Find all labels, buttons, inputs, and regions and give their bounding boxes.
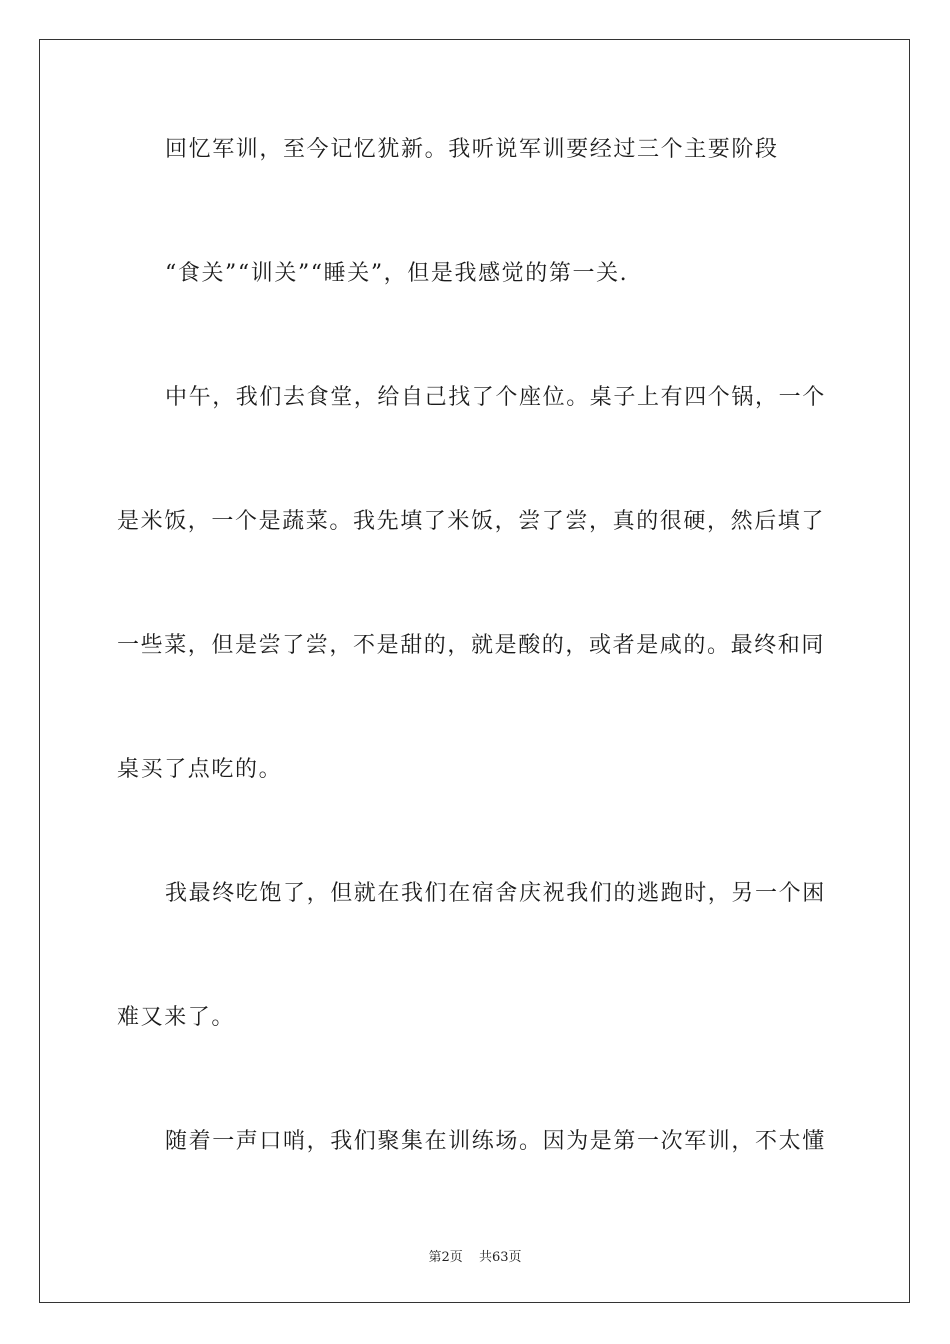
page-border	[39, 39, 910, 1303]
paragraph-line: 回忆军训，至今记忆犹新。我听说军训要经过三个主要阶段	[165, 137, 779, 162]
paragraph-line: 我最终吃饱了，但就在我们在宿舍庆祝我们的逃跑时，另一个困	[165, 881, 826, 906]
page-number: 第2页	[428, 1250, 463, 1265]
paragraph-line: 中午，我们去食堂，给自己找了个座位。桌子上有四个锅，一个	[165, 385, 826, 410]
page-total: 共63页	[478, 1250, 522, 1265]
paragraph-line: 一些菜，但是尝了尝，不是甜的，就是酸的，或者是咸的。最终和同	[117, 633, 826, 658]
paragraph-line: 难又来了。	[117, 1005, 236, 1030]
paragraph-line: 桌买了点吃的。	[117, 757, 283, 782]
paragraph-line: 随着一声口哨，我们聚集在训练场。因为是第一次军训，不太懂	[165, 1129, 826, 1154]
paragraph-line: “食关”“训关”“睡关”，但是我感觉的第一关.	[165, 261, 629, 286]
page-footer	[0, 1246, 950, 1265]
paragraph-line: 是米饭，一个是蔬菜。我先填了米饭，尝了尝，真的很硬，然后填了	[117, 509, 826, 534]
